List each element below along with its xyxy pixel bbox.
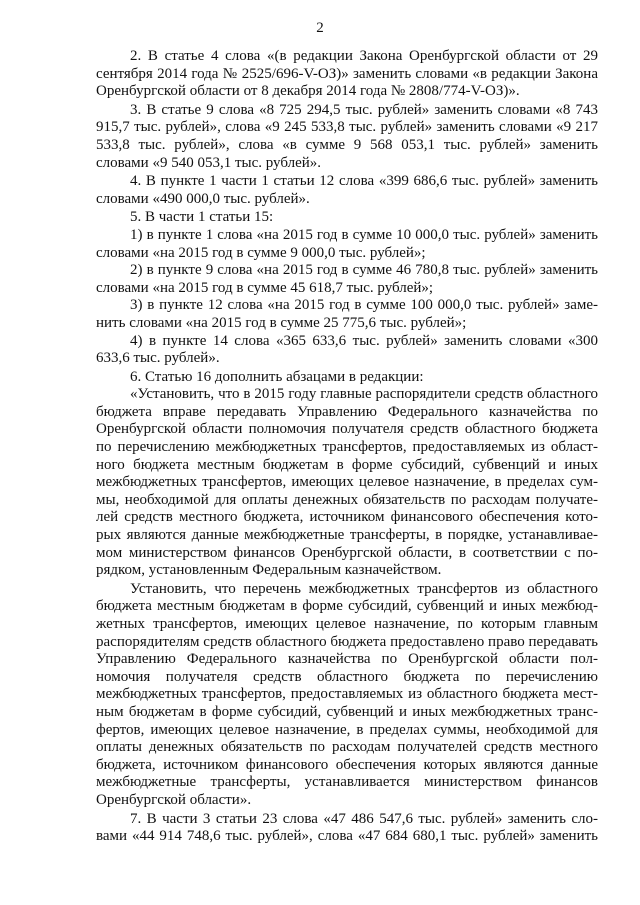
page-number: 2 xyxy=(316,20,324,36)
paragraph-article-15: 5. В части 1 статьи 15: xyxy=(130,209,274,226)
paragraph-article-9: 3. В статье 9 слова «8 725 294,5 тыс. рублей» заменить словами «8 743 915,7 тыс. рублей», слова «9 245 533,8 тыс. рублей» заменить словами «9 217 533,8 тыс. рублей», слова «в сумме 9 568 053,1 тыс. рублей» заменить словами «9 540 053,1 тыс. рублей». xyxy=(96,101,598,171)
list-item-point-12: 3) в пункте 12 слова «на 2015 год в сумме 100 000,0 тыс. рублей» заменить словами «на 2015 год в сумме 25 775,6 тыс. рублей»; xyxy=(96,297,598,331)
paragraph-article-12: 4. В пункте 1 части 1 статьи 12 слова «399 686,6 тыс. рублей» заменить словами «490 000,0 тыс. рублей». xyxy=(96,173,598,207)
quote-paragraph-1: «Установить, что в 2015 году главные распорядители средств областного бюджета вправе передавать Управлению Федерального казначейства по Оренбургской области полномочия получателя средств областного бюджета по перечислению межбюджетных трансфертов, предоставляемых из областного бюджета местным бюджетам в форме субсидий, субвенций и иных межбюджетных трансфертов, имеющих целевое назначение, в пределах суммы, необходимой для оплаты денежных обязательств по расходам получателей средств местного бюджета, источником финансового обеспечения которых являются данные межбюджетные трансферты, в порядке, устанавливаемом министерством финансов Оренбургской области, в соответствии с порядком, установленным Федеральным казначейством. xyxy=(96,386,598,579)
paragraph-article-4: 2. В статье 4 слова «(в редакции Закона Оренбургской области от 29 сентября 2014 года № 2525/696-V-ОЗ)» заменить словами «в редакции Закона Оренбургской области от 8 декабря 2014 года № 2808/774-V-ОЗ)». xyxy=(96,48,598,100)
quote-paragraph-2: Установить, что перечень межбюджетных трансфертов из областного бюджета местным бюджетам в форме субсидий, субвенций и иных межбюджетных трансфертов, имеющих целевое назначение, по которым главным распорядителям средств областного бюджета предоставлено право передавать Управлению Федерального казначейства по Оренбургской области полномочия получателя средств областного бюджета по перечислению межбюджетных трансфертов, предоставляемых из областного бюджета местным бюджетам в форме субсидий, субвенций и иных межбюджетных трансфертов, имеющих целевое назначение, в пределах суммы, необходимой для оплаты денежных обязательств по расходам получателей средств местного бюджета, источником финансового обеспечения которых являются данные межбюджетные трансферты, устанавливается министерством финансов Оренбургской области». xyxy=(96,580,598,808)
list-item-point-1: 1) в пункте 1 слова «на 2015 год в сумме 10 000,0 тыс. рублей» заменить словами «на 2015 год в сумме 9 000,0 тыс. рублей»; xyxy=(96,226,598,261)
document-body xyxy=(96,48,598,846)
list-item-point-9: 2) в пункте 9 слова «на 2015 год в сумме 46 780,8 тыс. рублей» заменить словами «на 2015 год в сумме 45 618,7 тыс. рублей»; xyxy=(96,262,598,296)
paragraph-article-16: 6. Статью 16 дополнить абзацами в редакции: xyxy=(130,368,424,385)
paragraph-article-23: 7. В части 3 статьи 23 слова «47 486 547,6 тыс. рублей» заменить словами «44 914 748,6 тыс. рублей», слова «47 684 680,1 тыс. рублей» заменить xyxy=(96,810,598,845)
list-item-point-14: 4) в пункте 14 слова «365 633,6 тыс. рублей» заменить словами «300 633,6 тыс. рублей». xyxy=(96,332,598,367)
